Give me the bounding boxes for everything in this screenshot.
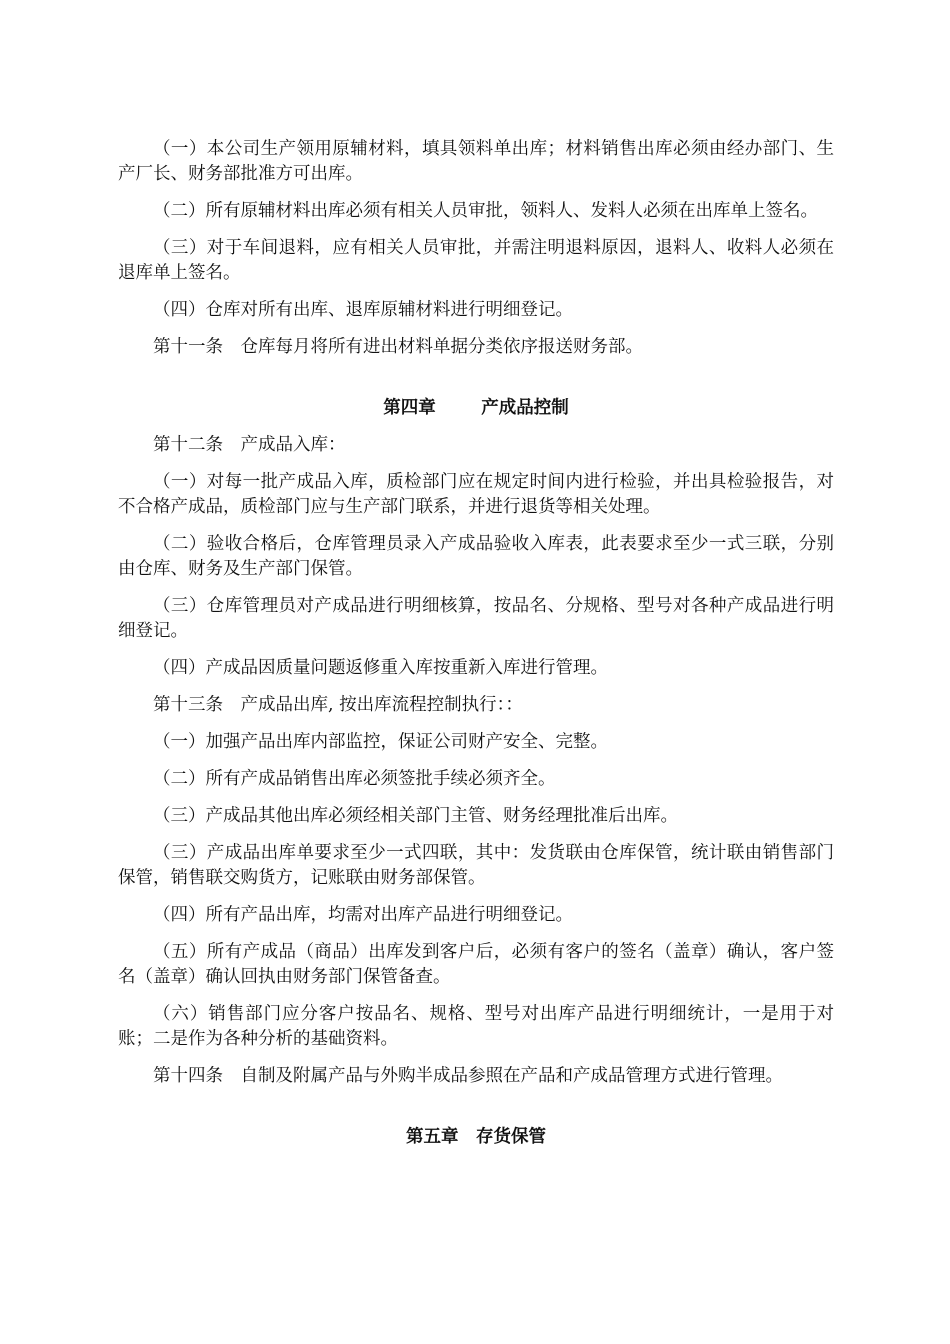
paragraph-13-5: （五）所有产成品（商品）出库发到客户后，必须有客户的签名（盖章）确认，客户签名（盖章）确认回执由财务部门保管备查。 [118, 942, 834, 987]
document-body [118, 137, 834, 1150]
spacer [118, 372, 834, 396]
paragraph-3: （三）对于车间退料，应有相关人员审批，并需注明退料原因，退料人、收料人必须在退库单上签名。 [118, 238, 834, 283]
paragraph-2: （二）所有原辅材料出库必须有相关人员审批，领料人、发料人必须在出库单上签名。 [153, 201, 818, 221]
paragraph-12-4: （四）产成品因质量问题返修重入库按重新入库进行管理。 [153, 658, 608, 678]
article-11: 第十一条 仓库每月将所有进出材料单据分类依序报送财务部。 [153, 337, 643, 357]
spacer [118, 421, 834, 433]
paragraph-13-2: （二）所有产成品销售出库必须签批手续必须齐全。 [153, 769, 556, 789]
paragraph-12-3: （三）仓库管理员对产成品进行明细核算，按品名、分规格、型号对各种产成品进行明细登记。 [118, 596, 834, 641]
article-12: 第十二条 产成品入库： [153, 435, 346, 455]
paragraph-12-2: （二）验收合格后，仓库管理员录入产成品验收入库表，此表要求至少一式三联，分别由仓库、财务及生产部门保管。 [118, 534, 834, 579]
paragraph-13-1: （一）加强产品出库内部监控，保证公司财产安全、完整。 [153, 732, 608, 752]
paragraph-13-3b: （三）产成品出库单要求至少一式四联，其中：发货联由仓库保管，统计联由销售部门保管，销售联交购货方，记账联由财务部保管。 [118, 843, 834, 888]
article-13: 第十三条 产成品出库, 按出库流程控制执行：： [153, 695, 523, 715]
chapter-5-number: 第五章 [406, 1127, 459, 1147]
article-14: 第十四条 自制及附属产品与外购半成品参照在产品和产成品管理方式进行管理。 [153, 1066, 783, 1086]
chapter-4-number: 第四章 [383, 398, 436, 418]
spacer [118, 1101, 834, 1125]
chapter-4-title: 产成品控制 [481, 398, 569, 418]
chapter-4-heading [118, 396, 834, 421]
paragraph-1: （一）本公司生产领用原辅材料，填具领料单出库；材料销售出库必须由经办部门、生产厂长、财务部批准方可出库。 [118, 139, 834, 184]
paragraph-13-4: （四）所有产品出库，均需对出库产品进行明细登记。 [153, 905, 573, 925]
paragraph-12-1: （一）对每一批产成品入库，质检部门应在规定时间内进行检验，并出具检验报告，对不合格产成品，质检部门应与生产部门联系，并进行退货等相关处理。 [118, 472, 834, 517]
paragraph-4: （四）仓库对所有出库、退库原辅材料进行明细登记。 [153, 300, 573, 320]
paragraph-13-6: （六）销售部门应分客户按品名、规格、型号对出库产品进行明细统计，一是用于对账；二是作为各种分析的基础资料。 [118, 1004, 834, 1049]
chapter-5-heading [118, 1125, 834, 1150]
paragraph-13-3a: （三）产成品其他出库必须经相关部门主管、财务经理批准后出库。 [153, 806, 678, 826]
chapter-5-title: 存货保管 [476, 1127, 546, 1147]
